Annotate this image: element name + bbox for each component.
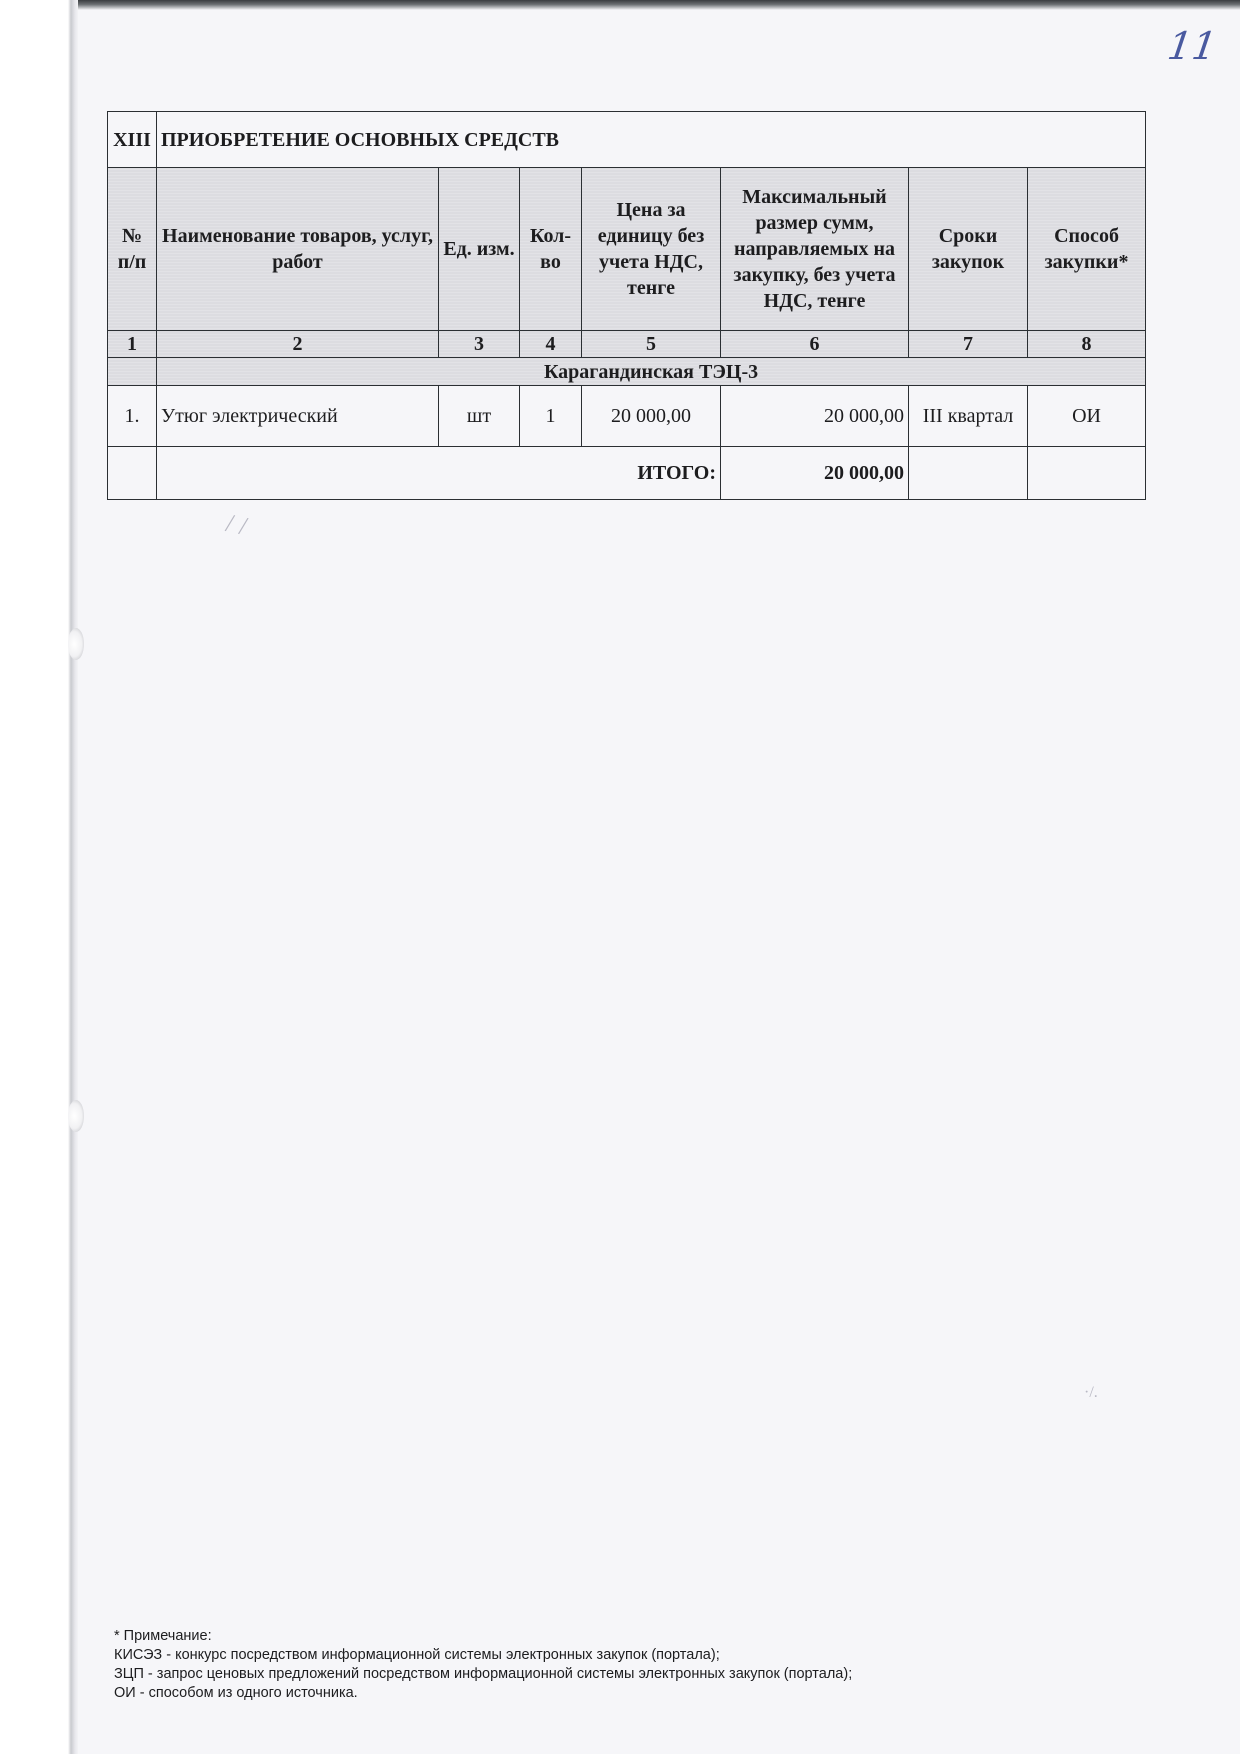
row-number: 1. [108,386,157,447]
note-line: ОИ - способом из одного источника. [114,1685,358,1701]
scan-shadow [70,0,1240,10]
item-period: III квартал [909,386,1028,447]
header-row-number: № п/п [108,168,157,331]
procurement-table [107,111,1146,500]
total-label: ИТОГО: [157,447,721,500]
total-empty-cell [1028,447,1146,500]
header-method: Способ закупки* [1028,168,1146,331]
section-code: XIII [108,112,157,168]
header-unit-price: Цена за единицу без учета НДС, тенге [582,168,721,331]
item-quantity: 1 [520,386,582,447]
column-number: 7 [909,331,1028,358]
group-spacer [108,358,157,386]
note-line: ЗЦП - запрос ценовых предложений посредством информационной системы электронных закупок (портала); [114,1666,853,1682]
handwritten-page-number: 11 [1164,24,1220,68]
column-number-row [108,331,1146,358]
item-max-amount: 20 000,00 [721,386,909,447]
total-amount: 20 000,00 [721,447,909,500]
header-period: Сроки закупок [909,168,1028,331]
total-row [108,447,1146,500]
section-title: ПРИОБРЕТЕНИЕ ОСНОВНЫХ СРЕДСТВ [157,112,1146,168]
pencil-mark: / / [223,508,250,541]
header-unit: Ед. изм. [439,168,520,331]
item-method: ОИ [1028,386,1146,447]
note-line: КИСЭЗ - конкурс посредством информационной системы электронных закупок (портала); [114,1647,720,1663]
total-empty-cell [909,447,1028,500]
group-title: Карагандинская ТЭЦ-3 [157,358,1146,386]
footnotes [114,1627,852,1703]
column-number: 5 [582,331,721,358]
notes-heading: * Примечание: [114,1628,212,1644]
total-spacer [108,447,157,500]
punch-hole-upper [68,628,84,660]
table-row [108,386,1146,447]
column-number: 8 [1028,331,1146,358]
header-item-name: Наименование товаров, услуг, работ [157,168,439,331]
section-header-row [108,112,1146,168]
item-name: Утюг электрический [157,386,439,447]
column-number: 6 [721,331,909,358]
header-quantity: Кол-во [520,168,582,331]
pencil-mark: ·/. [1084,1384,1098,1401]
binding-edge [0,0,78,1754]
column-number: 2 [157,331,439,358]
item-unit-price: 20 000,00 [582,386,721,447]
item-unit: шт [439,386,520,447]
header-max-amount: Максимальный размер сумм, направляемых на закупку, без учета НДС, тенге [721,168,909,331]
column-number: 4 [520,331,582,358]
column-number: 1 [108,331,157,358]
column-number: 3 [439,331,520,358]
group-row [108,358,1146,386]
column-header-row [108,168,1146,331]
punch-hole-lower [68,1100,84,1132]
